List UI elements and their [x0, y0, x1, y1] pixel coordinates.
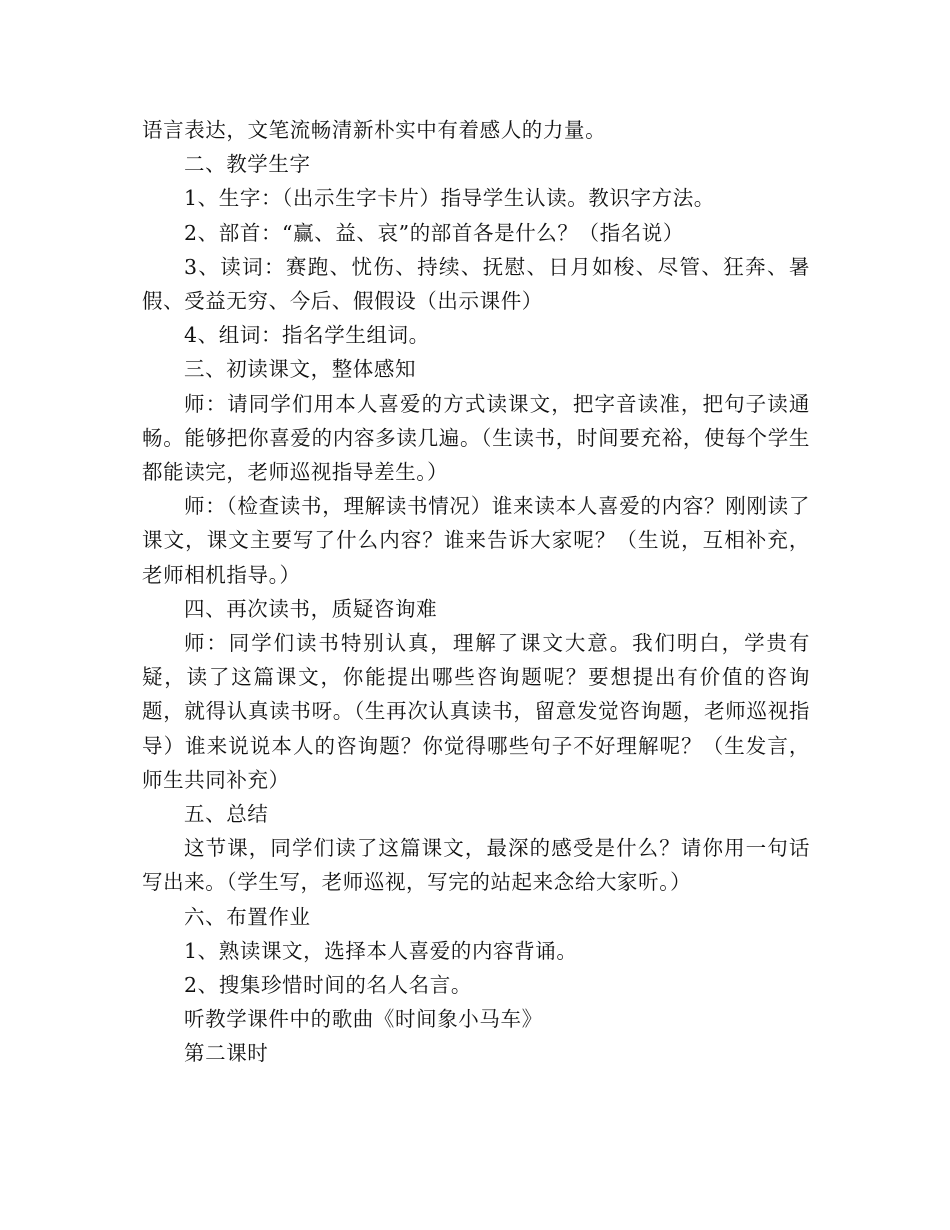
section-heading-summary: 五、总结	[184, 802, 269, 827]
paragraph-teacher-instruction-2: 师：（检查读书，理解读书情况）谁来读本人喜爱的内容？刚刚读了课文，课文主要写了什么内容？谁来告诉大家呢？（生说，互相补充，老师相机指导。）	[142, 494, 810, 587]
list-item-homework-1: 1、熟读课文，选择本人喜爱的内容背诵。	[184, 938, 578, 963]
list-item-form-words: 4、组词：指名学生组词。	[184, 323, 430, 348]
document-body	[142, 113, 810, 1071]
paragraph-song: 听教学课件中的歌曲《时间象小马车》	[184, 1007, 543, 1032]
paragraph-summary: 这节课，同学们读了这篇课文，最深的感受是什么？请你用一句话写出来。（学生写，老师巡视，写完的站起来念给大家听。）	[142, 836, 810, 895]
section-heading-first-reading: 三、初读课文，整体感知	[184, 357, 417, 382]
section-heading-second-lesson: 第二课时	[184, 1041, 269, 1066]
list-item-homework-2: 2、搜集珍惜时间的名人名言。	[184, 973, 472, 998]
section-heading-teach-new-characters: 二、教学生字	[184, 152, 311, 177]
list-item-new-characters: 1、生字：（出示生字卡片）指导学生认读。教识字方法。	[184, 186, 715, 211]
paragraph-teacher-instruction-3: 师：同学们读书特别认真，理解了课文大意。我们明白，学贵有疑，读了这篇课文，你能提出哪些咨询题呢？要想提出有价值的咨询题，就得认真读书呀。（生再次认真读书，留意发觉咨询题，老师巡视指导）谁来说说本人的咨询题？你觉得哪些句子不好理解呢？（生发言，师生共同补充）	[142, 631, 810, 792]
paragraph-teacher-instruction-1: 师：请同学们用本人喜爱的方式读课文，把字音读准，把句子读通畅。能够把你喜爱的内容多读几遍。（生读书，时间要充裕，使每个学生都能读完，老师巡视指导差生。）	[142, 391, 810, 485]
list-item-radicals: 2、部首：“赢、益、哀”的部首各是什么？（指名说）	[184, 220, 685, 245]
list-item-read-words: 3、读词：赛跑、忧伤、持续、抚慰、日月如梭、尽管、狂奔、暑假、受益无穷、今后、假假设（出示课件）	[142, 254, 810, 314]
section-heading-second-reading: 四、再次读书，质疑咨询难	[184, 596, 438, 621]
paragraph-continuation: 语言表达，文笔流畅清新朴实中有着感人的力量。	[142, 118, 607, 142]
section-heading-homework: 六、布置作业	[184, 904, 311, 929]
